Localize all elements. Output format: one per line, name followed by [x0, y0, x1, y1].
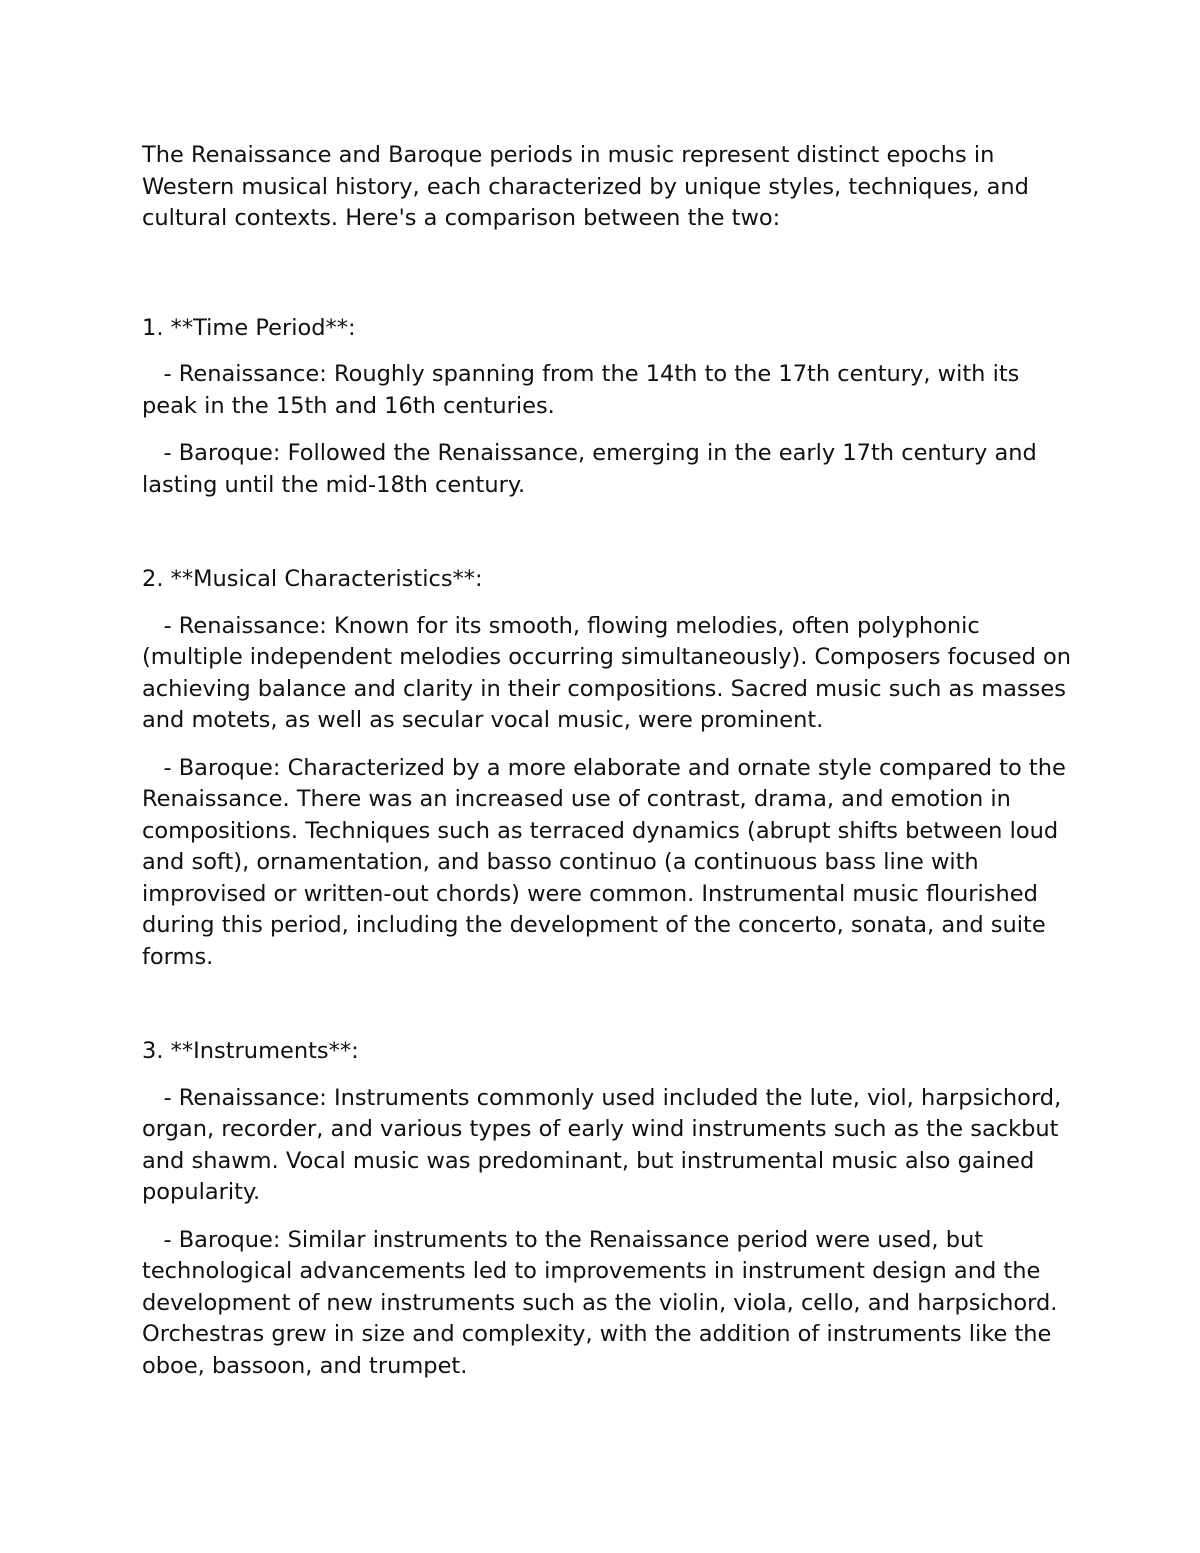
- section-heading-musical-characteristics: 2. **Musical Characteristics**:: [142, 566, 483, 592]
- characteristics-baroque: - Baroque: Characterized by a more elaborate and ornate style compared to the Renaissance. There was an increased use of contrast, drama, and emotion in compositions. Techniques such as terraced dynamics (abrupt shifts between loud and soft), ornamentation, and basso continuo (a continuous bass line with improvised or written-out chords) were common. Instrumental music flourished during this period, including the development of the concerto, sonata, and suite forms.: [142, 754, 1073, 970]
- instruments-baroque: - Baroque: Similar instruments to the Renaissance period were used, but technological advancements led to improvements in instrument design and the development of new instruments such as the violin, viola, cello, and harpsichord. Orchestras grew in size and complexity, with the addition of instruments like the oboe, bassoon, and trumpet.: [142, 1226, 1065, 1379]
- document-body: [142, 140, 1079, 1398]
- characteristics-renaissance: - Renaissance: Known for its smooth, flowing melodies, often polyphonic (multiple independent melodies occurring simultaneously). Composers focused on achieving balance and clarity in their compositions. Sacred music such as masses and motets, as well as secular vocal music, were prominent.: [142, 612, 1079, 733]
- time-period-renaissance: - Renaissance: Roughly spanning from the 14th to the 17th century, with its peak in the 15th and 16th centuries.: [142, 361, 1027, 419]
- time-period-baroque: - Baroque: Followed the Renaissance, emerging in the early 17th century and lasting until the mid-18th century.: [142, 440, 1044, 498]
- instruments-renaissance: - Renaissance: Instruments commonly used included the lute, viol, harpsichord, organ, recorder, and various types of early wind instruments such as the sackbut and shawm. Vocal music was predominant, but instrumental music also gained popularity.: [142, 1084, 1069, 1205]
- section-heading-instruments: 3. **Instruments**:: [142, 1038, 359, 1064]
- intro-paragraph: The Renaissance and Baroque periods in music represent distinct epochs in Western musical history, each characterized by unique styles, techniques, and cultural contexts. Here's a comparison between the two:: [142, 142, 1029, 231]
- section-heading-time-period: 1. **Time Period**:: [142, 314, 356, 341]
